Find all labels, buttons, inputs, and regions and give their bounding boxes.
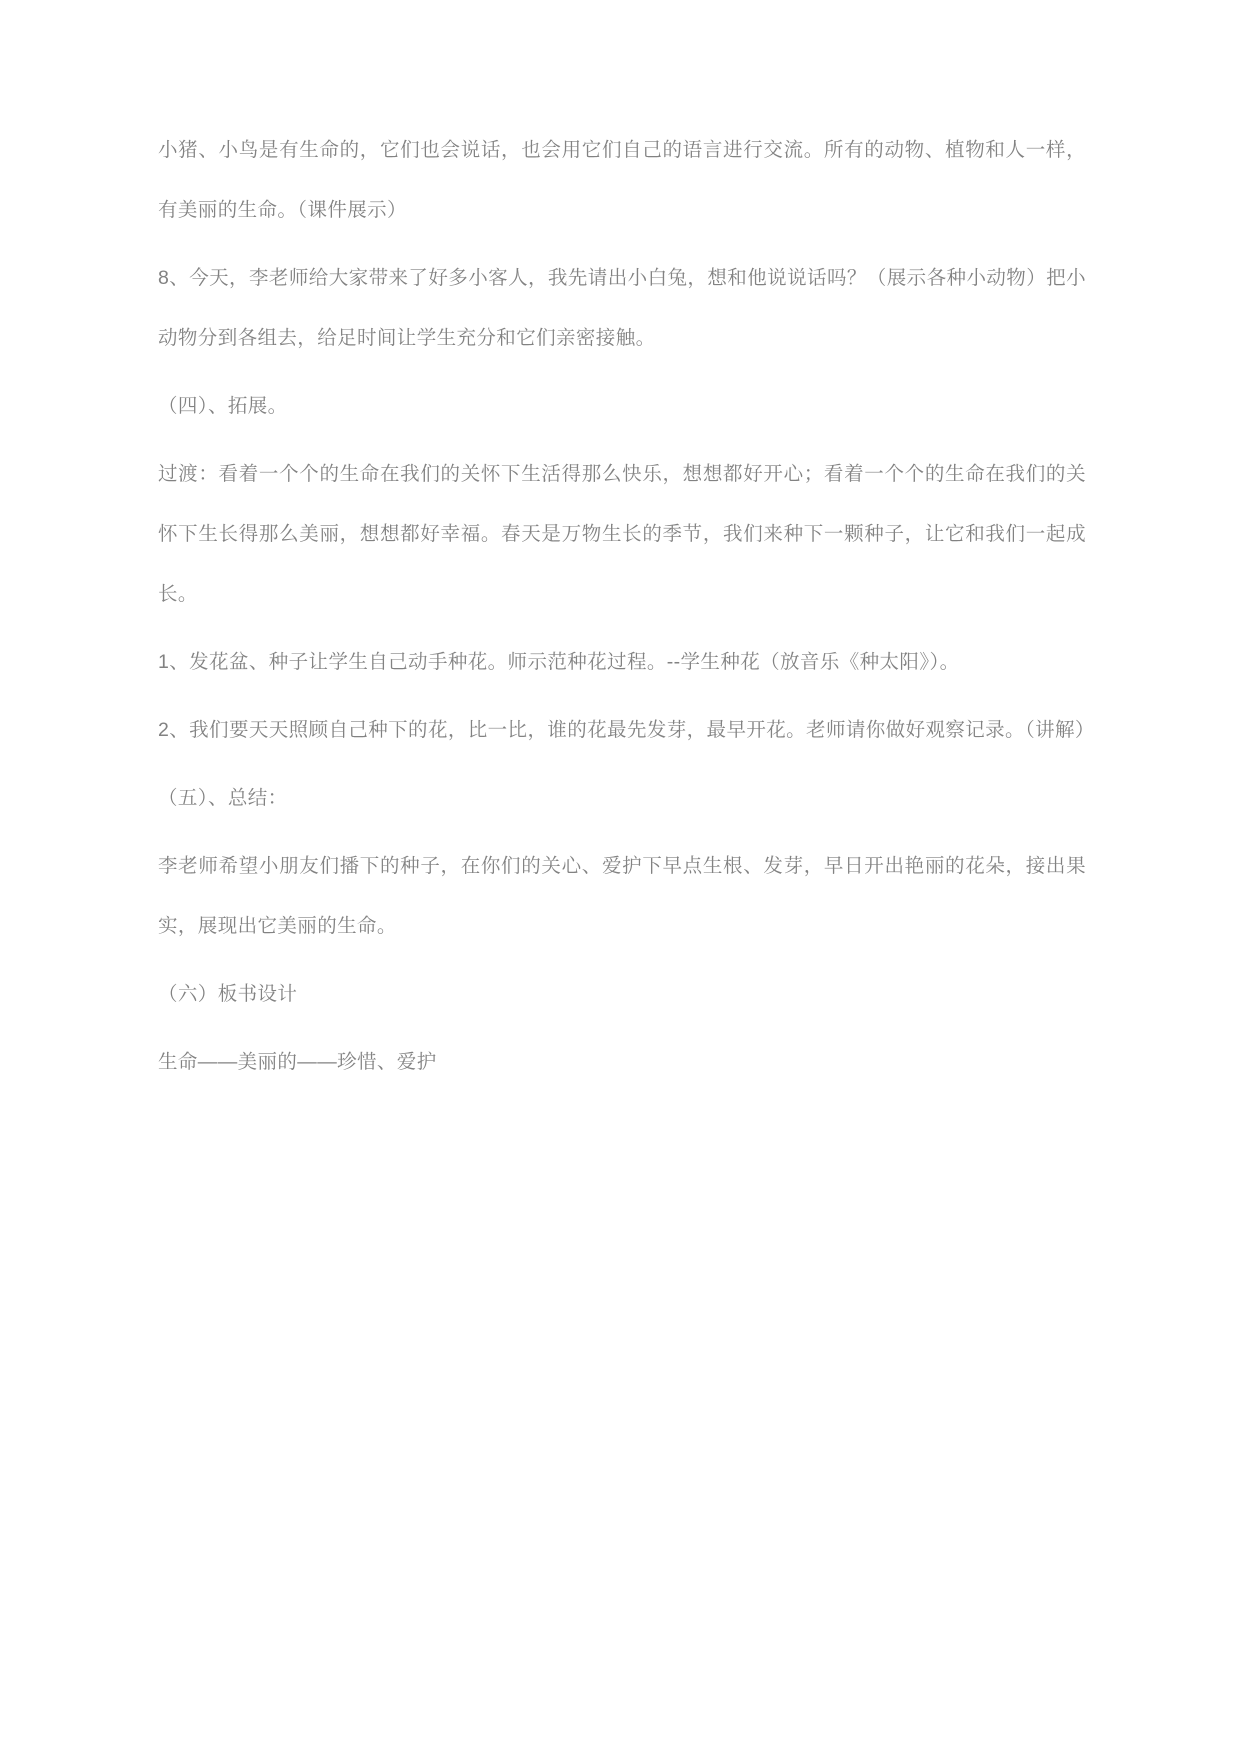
heading-section-4-expansion: （四）、拓展。 [158,395,288,417]
paragraph-step-8: 8、今天，李老师给大家带来了好多小客人，我先请出小白兔，想和他说说话吗？（展示各种小动物）把小动物分到各组去，给足时间让学生充分和它们亲密接触。 [158,267,1086,349]
paragraph-item-1-planting: 1、发花盆、种子让学生自己动手种花。师示范种花过程。--学生种花（放音乐《种太阳》）。 [158,651,960,673]
document-text-block [158,120,1095,1100]
heading-section-5-summary: （五）、总结： [158,787,288,809]
heading-section-6-board-design: （六）板书设计 [158,983,298,1005]
paragraph-board-design-content: 生命——美丽的——珍惜、爱护 [158,1051,437,1073]
paragraph-transition: 过渡：看着一个个的生命在我们的关怀下生活得那么快乐，想想都好开心；看着一个个的生命在我们的关怀下生长得那么美丽，想想都好幸福。春天是万物生长的季节，我们来种下一颗种子，让它和我们一起成长。 [158,463,1086,605]
paragraph-courseware-display: 小猪、小鸟是有生命的，它们也会说话，也会用它们自己的语言进行交流。所有的动物、植物和人一样，有美丽的生命。（课件展示） [158,139,1086,221]
paragraph-teacher-wish: 李老师希望小朋友们播下的种子，在你们的关心、爱护下早点生根、发芽，早日开出艳丽的花朵，接出果实，展现出它美丽的生命。 [158,855,1086,937]
paragraph-item-2-observation: 2、我们要天天照顾自己种下的花，比一比，谁的花最先发芽，最早开花。老师请你做好观察记录。（讲解） [158,719,1095,741]
